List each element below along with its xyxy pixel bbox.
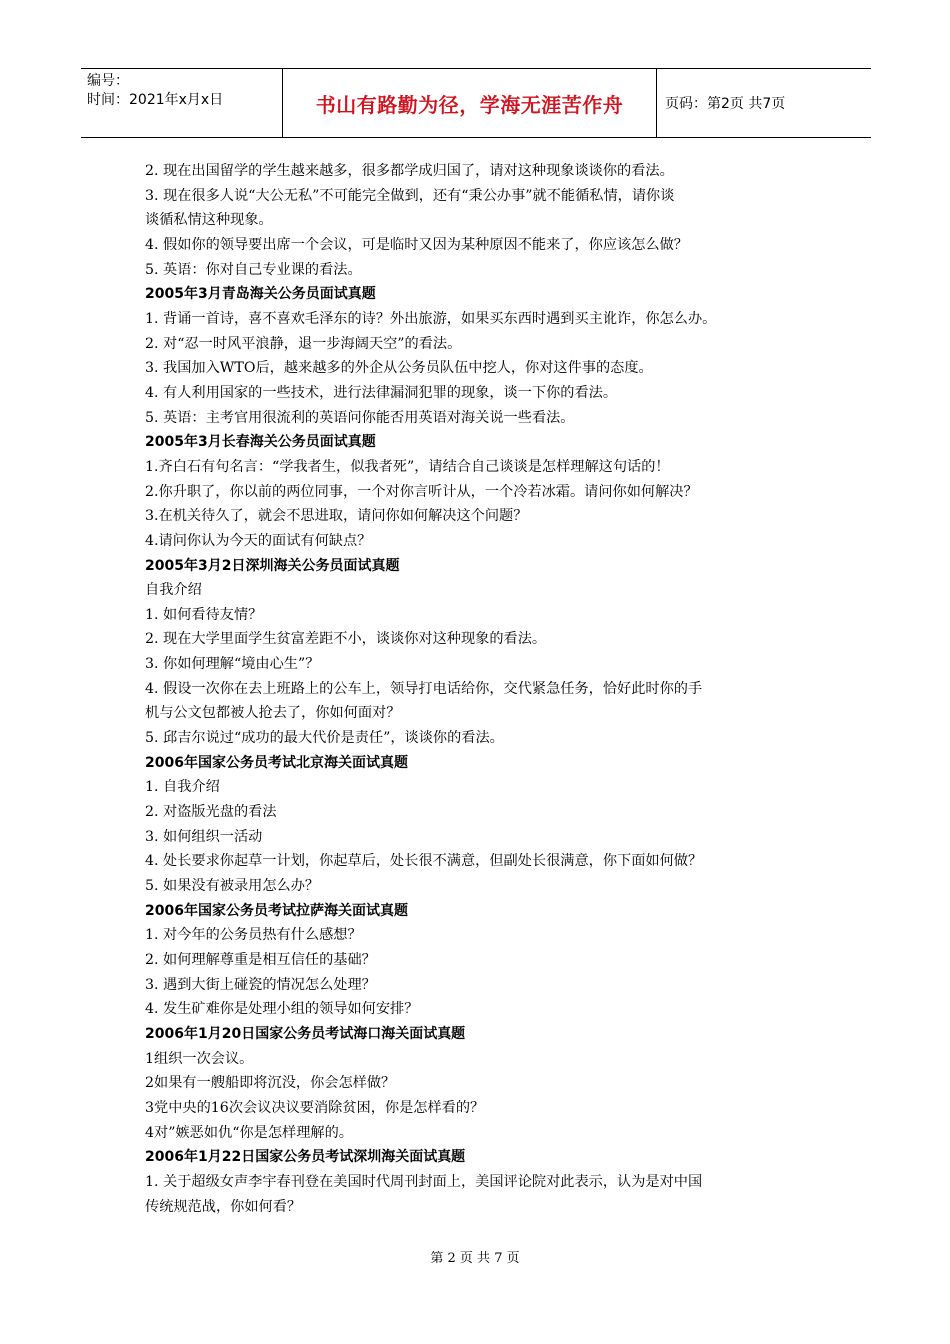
section-heading: 2006年国家公务员考试拉萨海关面试真题 [145,902,408,919]
question-line: 1. 自我介绍 [145,779,220,796]
section-heading: 2006年国家公务员考试北京海关面试真题 [145,754,408,771]
question-line: 1组织一次会议。 [145,1050,254,1067]
question-line: 自我介绍 [145,582,202,599]
question-line: 1. 如何看待友情？ [145,606,263,623]
page-number-label: 页码：第2页 共7页 [665,96,786,112]
question-line: 4. 发生矿难你是处理小组的领导如何安排？ [145,1001,419,1018]
question-line: 谈循私情这种现象。 [145,212,273,229]
question-line: 1.齐白石有句名言：“学我者生，似我者死”，请结合自己谈谈是怎样理解这句话的！ [145,458,670,475]
page-header [81,68,871,138]
section-heading: 2005年3月2日深圳海关公务员面试真题 [145,557,400,574]
question-line: 5. 英语：你对自己专业课的看法。 [145,261,362,278]
question-line: 2如果有一艘船即将沉没，你会怎样做？ [145,1075,396,1092]
question-line: 4. 假如你的领导要出席一个会议，可是临时又因为某种原因不能来了，你应该怎么做？ [145,236,688,253]
question-line: 5. 英语：主考官用很流利的英语问你能否用英语对海关说一些看法。 [145,409,575,426]
question-line: 1. 关于超级女声李宇春刊登在美国时代周刊封面上，美国评论院对此表示，认为是对中国 [145,1173,703,1190]
question-line: 3. 遇到大街上碰瓷的情况怎么处理？ [145,976,376,993]
motto: 书山有路勤为径，学海无涯苦作舟 [283,69,657,137]
question-line: 4.请问你认为今天的面试有何缺点？ [145,532,372,549]
section-heading: 2006年1月22日国家公务员考试深圳海关面试真题 [145,1149,466,1166]
question-line: 3. 现在很多人说“大公无私”不可能完全做到，还有“秉公办事”就不能循私情，请你谈 [145,187,675,204]
question-line: 2.你升职了，你以前的两位同事，一个对你言听计从，一个冷若冰霜。请问你如何解决？ [145,483,698,500]
question-line: 3. 如何组织一活动 [145,828,263,845]
question-line: 3党中央的16次会议决议要消除贫困，你是怎样看的？ [145,1099,485,1116]
section-heading: 2006年1月20日国家公务员考试海口海关面试真题 [145,1025,466,1042]
question-line: 3. 我国加入WTO后，越来越多的外企从公务员队伍中挖人，你对这件事的态度。 [145,360,653,377]
question-line: 4. 处长要求你起草一计划，你起草后，处长很不满意，但副处长很满意，你下面如何做？ [145,853,703,870]
question-line: 1. 背诵一首诗，喜不喜欢毛泽东的诗？外出旅游，如果买东西时遇到买主讹诈，你怎么办。 [145,310,717,327]
question-line: 5. 邱吉尔说过“成功的最大代价是责任”，谈谈你的看法。 [145,730,504,747]
question-line: 4对”嫉恶如仇“你是怎样理解的。 [145,1124,353,1141]
question-line: 4. 有人利用国家的一些技术，进行法律漏洞犯罪的现象，谈一下你的看法。 [145,384,618,401]
question-line: 3.在机关待久了，就会不思进取，请问你如何解决这个问题？ [145,508,528,525]
question-line: 2. 现在出国留学的学生越来越多，很多都学成归国了，请对这种现象谈谈你的看法。 [145,163,674,179]
header-info-cell [81,69,283,137]
section-heading: 2005年3月长春海关公务员面试真题 [145,434,376,451]
question-line: 机与公文包都被人抢去了，你如何面对？ [145,705,401,722]
question-line: 1. 对今年的公务员热有什么感想？ [145,927,362,944]
question-line: 传统规范战，你如何看？ [145,1198,302,1215]
page-footer: 第 2 页 共 7 页 [430,1251,520,1266]
question-line: 2. 对盗版光盘的看法 [145,804,277,821]
question-line: 2. 现在大学里面学生贫富差距不小，谈谈你对这种现象的看法。 [145,631,547,648]
document-body [145,159,815,1219]
section-heading: 2005年3月青岛海关公务员面试真题 [145,286,376,303]
question-line: 5. 如果没有被录用怎么办？ [145,878,320,895]
number-label: 编号： [87,73,129,89]
date-label: 时间：2021年x月x日 [87,92,224,108]
question-line: 4. 假设一次你在去上班路上的公车上，领导打电话给你，交代紧急任务，恰好此时你的手 [145,680,703,697]
question-line: 2. 如何理解尊重是相互信任的基础？ [145,952,376,968]
question-line: 2. 对“忍一时风平浪静，退一步海阔天空”的看法。 [145,335,462,352]
question-line: 3. 你如何理解“境由心生”？ [145,656,320,673]
